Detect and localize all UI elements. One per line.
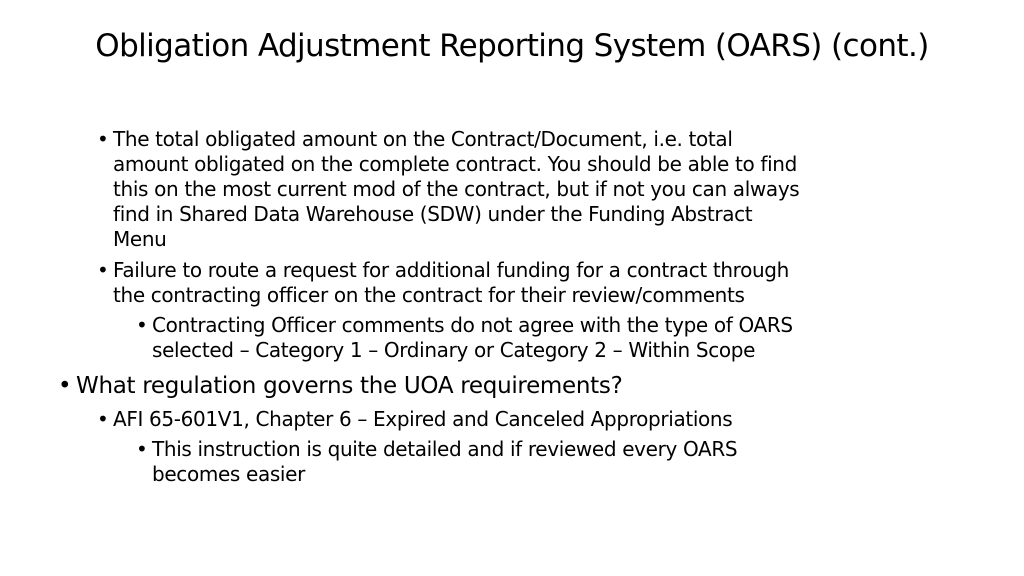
bullet-what-regulation [58, 372, 958, 400]
bullet-line: the contracting officer on the contract for their review/comments [113, 283, 745, 307]
bullet-dot: • [97, 258, 109, 282]
bullet-failure-to-route [97, 258, 977, 308]
slide-title: Obligation Adjustment Reporting System (OARS) (cont.) [95, 28, 929, 64]
bullet-dot: • [136, 437, 148, 461]
bullet-line: becomes easier [152, 462, 305, 486]
bullet-dot: • [97, 407, 109, 431]
bullet-line: this on the most current mod of the contract, but if not you can always [113, 177, 800, 201]
bullet-dot: • [58, 373, 72, 399]
bullet-line: find in Shared Data Warehouse (SDW) under the Funding Abstract [113, 202, 753, 226]
bullet-line: This instruction is quite detailed and if reviewed every OARS [152, 437, 738, 461]
bullet-afi-65 [97, 407, 977, 432]
bullet-total-obligated [97, 127, 977, 252]
bullet-dot: • [136, 313, 148, 337]
bullet-line: amount obligated on the complete contract. You should be able to find [113, 152, 797, 176]
bullet-co-comments [136, 313, 976, 363]
bullet-line: The total obligated amount on the Contract/Document, i.e. total [113, 127, 733, 151]
bullet-line: Failure to route a request for additional funding for a contract through [113, 258, 789, 282]
bullet-instruction-detailed [136, 437, 976, 487]
bullet-line: Menu [113, 227, 167, 251]
bullet-line: selected – Category 1 – Ordinary or Category 2 – Within Scope [152, 338, 756, 362]
bullet-line: AFI 65-601V1, Chapter 6 – Expired and Canceled Appropriations [113, 407, 733, 431]
bullet-dot: • [97, 127, 109, 151]
bullet-line: Contracting Officer comments do not agree with the type of OARS [152, 313, 793, 337]
bullet-line: What regulation governs the UOA requirements? [76, 373, 623, 399]
